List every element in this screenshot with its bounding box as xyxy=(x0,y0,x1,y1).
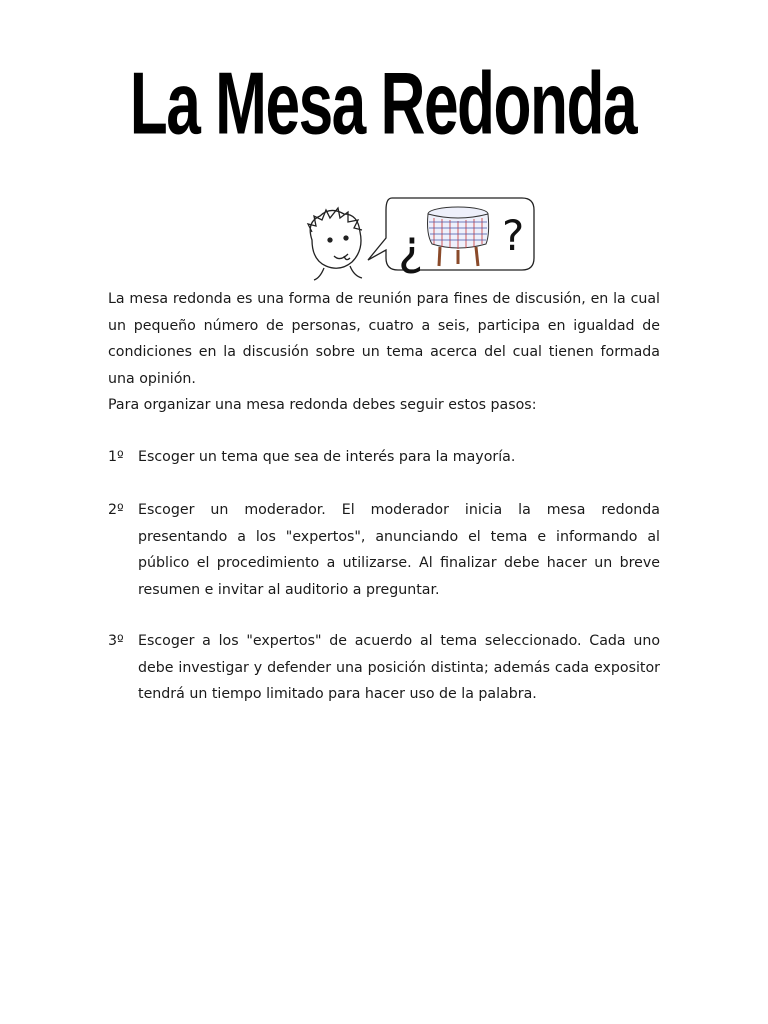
step-2 xyxy=(108,497,660,603)
intro-paragraph: La mesa redonda es una forma de reunión para fines de discusión, en la cual un pequeño número de personas, cuatro a seis, participa en igualdad de condiciones en la discusión sobre un tema acerca del cual tienen formada una opinión. xyxy=(108,291,660,387)
step-number: 1º xyxy=(108,449,124,465)
round-table-illustration xyxy=(300,192,540,282)
step-1 xyxy=(108,444,660,471)
step-number: 3º xyxy=(108,633,124,649)
step-number: 2º xyxy=(108,502,124,518)
step-text: Escoger a los "expertos" de acuerdo al tema seleccionado. Cada uno debe investigar y defender una posición distinta; además cada expositor tendrá un tiempo limitado para hacer uso de la palabra. xyxy=(138,633,660,702)
step-text: Escoger un tema que sea de interés para la mayoría. xyxy=(138,449,516,465)
close-question-mark: ? xyxy=(502,211,525,260)
boy-face-icon xyxy=(308,208,362,280)
page-title: La Mesa Redonda xyxy=(129,53,637,153)
step-text: Escoger un moderador. El moderador inicia la mesa redonda presentando a los "expertos", anunciando el tema e informando al público el procedimiento a utilizarse. Al finalizar debe hacer un breve resumen e invitar al auditorio a preguntar. xyxy=(138,502,660,598)
step-3 xyxy=(108,628,660,708)
lead-paragraph: Para organizar una mesa redonda debes seguir estos pasos: xyxy=(108,397,537,413)
open-question-mark: ¿ xyxy=(398,220,424,276)
